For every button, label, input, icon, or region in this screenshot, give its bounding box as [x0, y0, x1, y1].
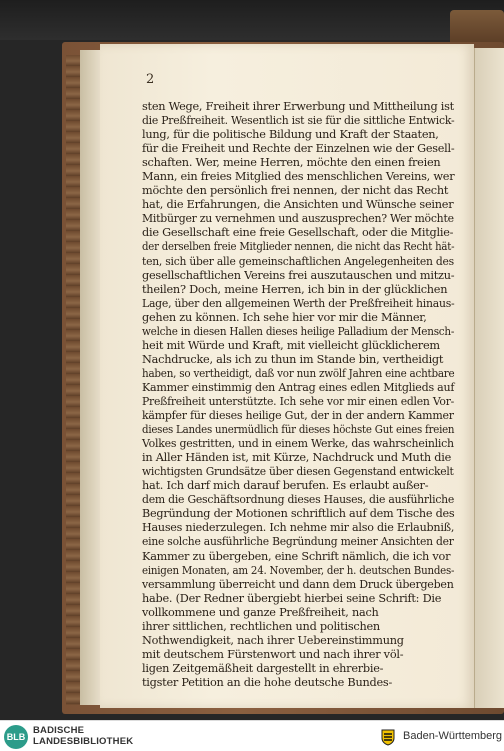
text-line: ligen Zeitgemäßheit dargestellt in ehrerbie- — [142, 661, 384, 675]
text-line: Kammer einstimmig den Antrag eines edlen Mitglieds auf — [142, 380, 455, 394]
text-line: Nothwendigkeit, nach ihrer Uebereinstimmung — [142, 633, 404, 647]
library-name-line2: LANDESBIBLIOTHEK — [33, 736, 134, 747]
text-line: die Gesellschaft eine freie Gesellschaft, oder die Mitglie- — [142, 226, 454, 240]
page-gutter — [80, 50, 102, 705]
text-line: heit mit Würde und Kraft, mit vielleicht glücklicherem — [142, 338, 440, 352]
text-line: theilen? Doch, meine Herren, ich bin in der glücklichen — [142, 282, 448, 296]
text-line: einigen Monaten, am 24. November, der h. deutschen Bundes- — [142, 563, 455, 577]
book-binding — [66, 55, 80, 705]
text-line: Preßfreiheit unterstützte. Ich sehe vor mir einen edlen Vor- — [142, 394, 455, 408]
text-line: gesellschaftlichen Vereins frei auszutauschen und mitzu- — [142, 268, 455, 282]
text-line: Lage, über den allgemeinen Werth der Preßfreiheit hinaus- — [142, 296, 455, 310]
text-line: haben, so vertheidigt, daß vor nun zwölf Jahren eine achtbare — [142, 366, 455, 380]
text-line: schaften. Wer, meine Herren, möchte den einen freien — [142, 156, 441, 170]
text-line: Mann, ein freies Mitglied des menschlichen Vereins, wer — [142, 170, 455, 184]
text-line: welche in diesen Hallen dieses heilige Palladium der Mensch- — [142, 324, 455, 338]
page-text — [142, 100, 454, 690]
text-line: versammlung überreicht und dann dem Druck übergeben — [142, 577, 454, 591]
text-line: Volkes gestritten, und in einem Werke, das wahrscheinlich — [142, 437, 454, 451]
text-line: wichtigsten Grundsätze über diesen Gegenstand entwickelt — [142, 465, 454, 479]
text-line: Hauses niederzulegen. Ich nehme mir also die Erlaubniß, — [142, 521, 455, 535]
text-line: Nachdrucke, als ich zu thun im Stande bin, vertheidigt — [142, 352, 444, 366]
text-line: in Aller Händen ist, mit Kürze, Nachdruck und Muth die — [142, 451, 452, 465]
text-line: der derselben freie Mitglieder nennen, die nicht das Recht hät- — [142, 240, 455, 254]
text-line: die Preßfreiheit. Wesentlich ist sie für die sittliche Entwick- — [142, 114, 455, 128]
page-number: 2 — [146, 72, 155, 87]
state-name[interactable]: Baden-Württemberg — [403, 730, 503, 742]
text-line: Mitbürger zu vernehmen und auszusprechen? Wer möchte — [142, 212, 454, 226]
text-line: mit deutschem Fürstenwort und nach ihrer völ- — [142, 647, 404, 661]
library-name-line1: BADISCHE — [33, 725, 85, 736]
text-line: lung, für die politische Bildung und Kraft der Staaten, — [142, 128, 439, 142]
text-line: Kammer zu übergeben, eine Schrift nämlich, die ich vor — [142, 549, 451, 563]
text-line: eine solche ausführliche Begründung meiner Ansichten der — [142, 535, 454, 549]
coat-of-arms-icon[interactable] — [378, 727, 398, 747]
scan-background — [0, 0, 504, 40]
footer-bar — [0, 720, 504, 751]
text-line: tigster Petition an die hohe deutsche Bundes- — [142, 675, 393, 689]
library-name[interactable] — [33, 725, 133, 747]
text-line: habe. (Der Redner übergiebt hierbei seine Schrift: Die — [142, 591, 442, 605]
text-line: ten, sich über alle gemeinschaftlichen Angelegenheiten des — [142, 254, 454, 268]
text-line: vollkommene und ganze Preßfreiheit, nach — [142, 605, 379, 619]
underlying-pages — [474, 48, 504, 708]
text-line: für die Freiheit und Rechte der Einzelnen wie der Gesell- — [142, 142, 455, 156]
text-line: möchte den persönlich frei nennen, der nicht das Recht — [142, 184, 449, 198]
text-line: Begründung der Motionen schriftlich auf dem Tische des — [142, 507, 455, 521]
blb-logo-icon[interactable]: BLB — [4, 725, 28, 749]
book-cover-corner — [450, 10, 504, 44]
text-line: gehen zu können. Ich sehe hier vor mir die Männer, — [142, 310, 427, 324]
text-line: ihrer sittlichen, rechtlichen und politischen — [142, 619, 380, 633]
text-line: dem die Geschäftsordnung dieses Hauses, die ausführliche — [142, 493, 455, 507]
text-line: hat. Ich darf mich darauf berufen. Es erlaubt außer- — [142, 479, 429, 493]
text-line: dieses Landes unermüdlich für dieses höchste Gut eines freien — [142, 423, 455, 437]
text-line: sten Wege, Freiheit ihrer Erwerbung und Mittheilung ist — [142, 100, 454, 113]
text-line: hat, die Erfahrungen, die Ansichten und Wünsche seiner — [142, 198, 454, 212]
text-line: kämpfer für dieses heilige Gut, der in der andern Kammer — [142, 409, 454, 423]
